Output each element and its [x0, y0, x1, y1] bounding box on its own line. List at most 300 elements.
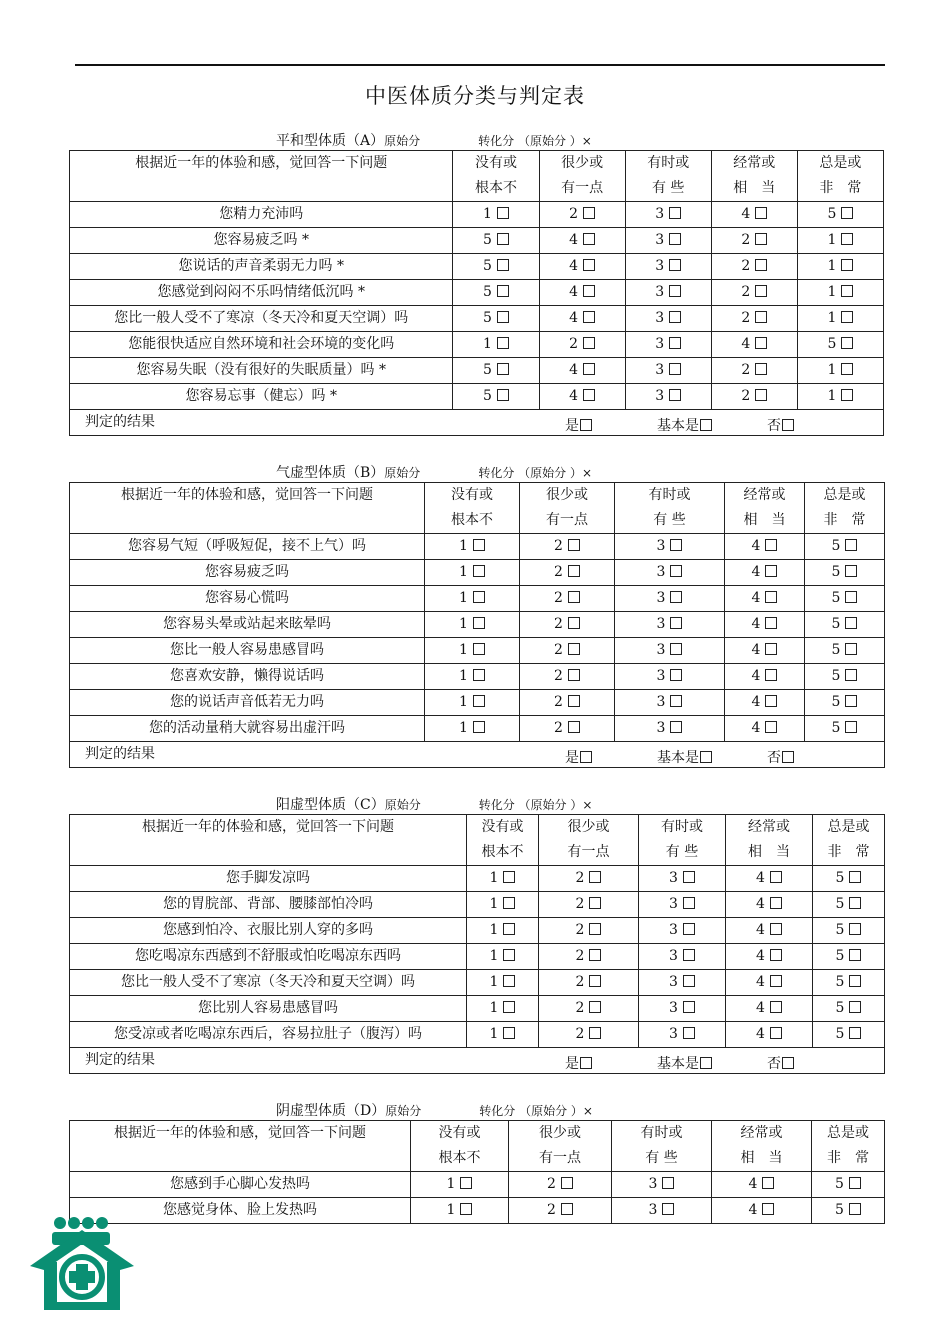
- answer-checkbox[interactable]: [568, 721, 580, 733]
- answer-checkbox[interactable]: [849, 975, 861, 987]
- answer-checkbox[interactable]: [849, 871, 861, 883]
- answer-option[interactable]: [625, 254, 711, 280]
- answer-option[interactable]: [453, 202, 539, 228]
- answer-option[interactable]: [805, 560, 885, 586]
- answer-option[interactable]: [425, 690, 520, 716]
- answer-option[interactable]: [812, 1172, 885, 1198]
- answer-checkbox[interactable]: [473, 565, 485, 577]
- answer-option[interactable]: [467, 892, 539, 918]
- answer-checkbox[interactable]: [670, 643, 682, 655]
- answer-checkbox[interactable]: [841, 337, 853, 349]
- answer-option[interactable]: [726, 996, 813, 1022]
- answer-checkbox[interactable]: [683, 923, 695, 935]
- answer-checkbox[interactable]: [568, 565, 580, 577]
- answer-header: [411, 1121, 509, 1172]
- answer-option[interactable]: [615, 612, 725, 638]
- answer-option[interactable]: [726, 866, 813, 892]
- answer-checkbox[interactable]: [460, 1203, 472, 1215]
- answer-option[interactable]: [467, 996, 539, 1022]
- answer-checkbox[interactable]: [568, 539, 580, 551]
- answer-checkbox[interactable]: [770, 897, 782, 909]
- answer-checkbox[interactable]: [568, 695, 580, 707]
- answer-option[interactable]: [797, 332, 883, 358]
- answer-option[interactable]: [725, 690, 805, 716]
- answer-option[interactable]: [805, 612, 885, 638]
- answer-checkbox[interactable]: [755, 233, 767, 245]
- answer-checkbox[interactable]: [568, 591, 580, 603]
- answer-checkbox[interactable]: [762, 1203, 774, 1215]
- result-mostly-checkbox[interactable]: [700, 419, 712, 431]
- answer-checkbox[interactable]: [669, 337, 681, 349]
- answer-option[interactable]: [726, 944, 813, 970]
- answer-checkbox[interactable]: [583, 389, 595, 401]
- answer-checkbox[interactable]: [765, 617, 777, 629]
- answer-checkbox[interactable]: [503, 1027, 515, 1039]
- answer-option[interactable]: [539, 358, 625, 384]
- answer-option[interactable]: [726, 970, 813, 996]
- answer-option[interactable]: [520, 612, 615, 638]
- answer-checkbox[interactable]: [841, 285, 853, 297]
- answer-option[interactable]: [812, 1198, 885, 1224]
- answer-option[interactable]: [797, 228, 883, 254]
- answer-option[interactable]: [453, 228, 539, 254]
- answer-checkbox[interactable]: [849, 1177, 861, 1189]
- answer-checkbox[interactable]: [497, 389, 509, 401]
- answer-checkbox[interactable]: [849, 1027, 861, 1039]
- answer-checkbox[interactable]: [845, 591, 857, 603]
- score-value: 3: [656, 694, 666, 710]
- answer-option[interactable]: [453, 254, 539, 280]
- answer-checkbox[interactable]: [841, 207, 853, 219]
- answer-checkbox[interactable]: [503, 1001, 515, 1013]
- answer-checkbox[interactable]: [683, 1027, 695, 1039]
- answer-checkbox[interactable]: [683, 1001, 695, 1013]
- answer-checkbox[interactable]: [561, 1177, 573, 1189]
- answer-option[interactable]: [711, 358, 797, 384]
- answer-checkbox[interactable]: [765, 695, 777, 707]
- answer-checkbox[interactable]: [845, 721, 857, 733]
- answer-option[interactable]: [725, 638, 805, 664]
- raw-score-label: 原始分: [384, 466, 421, 480]
- answer-checkbox[interactable]: [765, 669, 777, 681]
- result-yes-option[interactable]: [565, 1052, 592, 1074]
- answer-option[interactable]: [805, 638, 885, 664]
- score-value: 5: [483, 232, 492, 248]
- answer-option[interactable]: [813, 866, 885, 892]
- answer-option[interactable]: [520, 664, 615, 690]
- result-no-checkbox[interactable]: [782, 1057, 794, 1069]
- answer-checkbox[interactable]: [669, 363, 681, 375]
- result-yes-option[interactable]: [565, 414, 592, 436]
- question-text: 您比别人容易患感冒吗: [70, 996, 467, 1022]
- answer-checkbox[interactable]: [670, 565, 682, 577]
- question-row: [70, 306, 884, 332]
- score-value: 5: [827, 206, 837, 222]
- answer-option[interactable]: [639, 918, 726, 944]
- answer-option[interactable]: [615, 716, 725, 742]
- score-value: 1: [489, 870, 499, 886]
- answer-option[interactable]: [726, 918, 813, 944]
- answer-option[interactable]: [797, 280, 883, 306]
- answer-option[interactable]: [625, 332, 711, 358]
- result-mostly-option[interactable]: [657, 746, 712, 768]
- answer-option[interactable]: [805, 690, 885, 716]
- answer-checkbox[interactable]: [845, 669, 857, 681]
- answer-checkbox[interactable]: [662, 1177, 674, 1189]
- answer-checkbox[interactable]: [669, 259, 681, 271]
- answer-option[interactable]: [425, 638, 520, 664]
- answer-checkbox[interactable]: [503, 949, 515, 961]
- answer-checkbox[interactable]: [683, 871, 695, 883]
- answer-checkbox[interactable]: [669, 233, 681, 245]
- answer-option[interactable]: [425, 586, 520, 612]
- score-value: 4: [751, 538, 761, 554]
- answer-checkbox[interactable]: [755, 337, 767, 349]
- answer-checkbox[interactable]: [669, 285, 681, 297]
- answer-checkbox[interactable]: [770, 1001, 782, 1013]
- answer-checkbox[interactable]: [765, 643, 777, 655]
- answer-checkbox[interactable]: [849, 897, 861, 909]
- result-mostly-option[interactable]: [657, 414, 712, 436]
- answer-option[interactable]: [425, 612, 520, 638]
- answer-checkbox[interactable]: [845, 539, 857, 551]
- answer-checkbox[interactable]: [503, 923, 515, 935]
- answer-option[interactable]: [425, 560, 520, 586]
- score-value: 2: [575, 1000, 585, 1016]
- answer-header-line: 相 当: [743, 512, 786, 528]
- answer-option[interactable]: [539, 944, 639, 970]
- answer-checkbox[interactable]: [589, 1027, 601, 1039]
- answer-option[interactable]: [425, 664, 520, 690]
- answer-checkbox[interactable]: [670, 591, 682, 603]
- answer-option[interactable]: [725, 664, 805, 690]
- answer-checkbox[interactable]: [849, 949, 861, 961]
- answer-option[interactable]: [711, 202, 797, 228]
- answer-checkbox[interactable]: [841, 363, 853, 375]
- answer-option[interactable]: [539, 384, 625, 410]
- answer-option[interactable]: [467, 1022, 539, 1048]
- answer-checkbox[interactable]: [755, 207, 767, 219]
- answer-option[interactable]: [797, 384, 883, 410]
- answer-checkbox[interactable]: [841, 259, 853, 271]
- answer-option[interactable]: [425, 716, 520, 742]
- raw-score-label: 原始分: [385, 1104, 422, 1118]
- answer-option[interactable]: [539, 970, 639, 996]
- answer-checkbox[interactable]: [583, 259, 595, 271]
- score-value: 2: [741, 284, 751, 300]
- answer-checkbox[interactable]: [755, 259, 767, 271]
- result-no-option[interactable]: [767, 414, 794, 436]
- answer-checkbox[interactable]: [497, 233, 509, 245]
- answer-checkbox[interactable]: [583, 363, 595, 375]
- score-value: 2: [554, 694, 563, 710]
- answer-checkbox[interactable]: [849, 1203, 861, 1215]
- answer-option[interactable]: [805, 534, 885, 560]
- answer-checkbox[interactable]: [503, 897, 515, 909]
- answer-checkbox[interactable]: [755, 285, 767, 297]
- answer-checkbox[interactable]: [568, 617, 580, 629]
- answer-option[interactable]: [639, 892, 726, 918]
- answer-option[interactable]: [615, 534, 725, 560]
- result-mostly-checkbox[interactable]: [700, 751, 712, 763]
- answer-option[interactable]: [725, 534, 805, 560]
- answer-option[interactable]: [625, 202, 711, 228]
- answer-option[interactable]: [453, 280, 539, 306]
- answer-option[interactable]: [615, 560, 725, 586]
- result-yes-label: 是: [565, 750, 579, 766]
- answer-option[interactable]: [625, 280, 711, 306]
- answer-option[interactable]: [467, 970, 539, 996]
- answer-checkbox[interactable]: [589, 923, 601, 935]
- answer-option[interactable]: [813, 944, 885, 970]
- answer-checkbox[interactable]: [589, 871, 601, 883]
- answer-option[interactable]: [639, 1022, 726, 1048]
- answer-checkbox[interactable]: [568, 643, 580, 655]
- answer-checkbox[interactable]: [670, 695, 682, 707]
- answer-checkbox[interactable]: [503, 871, 515, 883]
- answer-checkbox[interactable]: [770, 949, 782, 961]
- question-text: 您容易疲乏吗 *: [70, 228, 453, 254]
- answer-checkbox[interactable]: [841, 233, 853, 245]
- answer-option[interactable]: [539, 228, 625, 254]
- answer-option[interactable]: [805, 664, 885, 690]
- answer-option[interactable]: [625, 358, 711, 384]
- answer-checkbox[interactable]: [583, 311, 595, 323]
- answer-checkbox[interactable]: [683, 975, 695, 987]
- score-value: 3: [655, 310, 665, 326]
- answer-checkbox[interactable]: [683, 949, 695, 961]
- answer-option[interactable]: [425, 534, 520, 560]
- answer-option[interactable]: [797, 202, 883, 228]
- answer-header-line: 没有或: [481, 819, 524, 835]
- answer-option[interactable]: [725, 586, 805, 612]
- answer-checkbox[interactable]: [765, 539, 777, 551]
- answer-option[interactable]: [625, 384, 711, 410]
- answer-checkbox[interactable]: [670, 617, 682, 629]
- answer-header-line: 根本不: [438, 1150, 481, 1166]
- answer-header-line: 有一点: [546, 512, 588, 528]
- answer-option[interactable]: [813, 918, 885, 944]
- section-caption: [276, 130, 592, 150]
- section-caption: [276, 1100, 593, 1120]
- score-value: 2: [575, 922, 585, 938]
- answer-checkbox[interactable]: [849, 1001, 861, 1013]
- answer-option[interactable]: [411, 1198, 509, 1224]
- answer-checkbox[interactable]: [583, 285, 595, 297]
- answer-checkbox[interactable]: [497, 311, 509, 323]
- answer-checkbox[interactable]: [670, 539, 682, 551]
- answer-option[interactable]: [712, 1198, 812, 1224]
- answer-option[interactable]: [539, 254, 625, 280]
- answer-option[interactable]: [520, 534, 615, 560]
- answer-checkbox[interactable]: [473, 591, 485, 603]
- answer-option[interactable]: [639, 970, 726, 996]
- answer-option[interactable]: [453, 384, 539, 410]
- answer-checkbox[interactable]: [589, 1001, 601, 1013]
- answer-checkbox[interactable]: [770, 1027, 782, 1039]
- answer-checkbox[interactable]: [662, 1203, 674, 1215]
- answer-option[interactable]: [813, 996, 885, 1022]
- score-value: 1: [489, 1000, 499, 1016]
- score-value: 3: [669, 1026, 678, 1042]
- answer-option[interactable]: [520, 690, 615, 716]
- answer-option[interactable]: [539, 332, 625, 358]
- result-yes-checkbox[interactable]: [580, 751, 592, 763]
- answer-checkbox[interactable]: [845, 695, 857, 707]
- answer-checkbox[interactable]: [589, 897, 601, 909]
- answer-checkbox[interactable]: [841, 389, 853, 401]
- result-no-option[interactable]: [767, 1052, 794, 1074]
- answer-option[interactable]: [725, 716, 805, 742]
- answer-option[interactable]: [797, 254, 883, 280]
- answer-option[interactable]: [615, 586, 725, 612]
- answer-option[interactable]: [539, 280, 625, 306]
- result-mostly-option[interactable]: [657, 1052, 712, 1074]
- answer-option[interactable]: [726, 1022, 813, 1048]
- answer-checkbox[interactable]: [683, 897, 695, 909]
- answer-checkbox[interactable]: [755, 311, 767, 323]
- answer-checkbox[interactable]: [583, 337, 595, 349]
- answer-checkbox[interactable]: [765, 565, 777, 577]
- score-value: 2: [569, 206, 579, 222]
- answer-checkbox[interactable]: [503, 975, 515, 987]
- answer-checkbox[interactable]: [561, 1203, 573, 1215]
- answer-checkbox[interactable]: [473, 669, 485, 681]
- answer-checkbox[interactable]: [497, 337, 509, 349]
- answer-checkbox[interactable]: [849, 923, 861, 935]
- answer-option[interactable]: [453, 358, 539, 384]
- answer-checkbox[interactable]: [845, 617, 857, 629]
- answer-checkbox[interactable]: [669, 311, 681, 323]
- answer-option[interactable]: [711, 228, 797, 254]
- answer-checkbox[interactable]: [755, 389, 767, 401]
- answer-option[interactable]: [639, 866, 726, 892]
- answer-option[interactable]: [712, 1172, 812, 1198]
- answer-option[interactable]: [520, 638, 615, 664]
- result-no-checkbox[interactable]: [782, 419, 794, 431]
- answer-option[interactable]: [711, 332, 797, 358]
- answer-checkbox[interactable]: [497, 207, 509, 219]
- answer-option[interactable]: [520, 560, 615, 586]
- answer-option[interactable]: [612, 1198, 712, 1224]
- answer-checkbox[interactable]: [670, 721, 682, 733]
- answer-checkbox[interactable]: [589, 975, 601, 987]
- answer-checkbox[interactable]: [765, 591, 777, 603]
- answer-checkbox[interactable]: [845, 565, 857, 577]
- answer-option[interactable]: [639, 944, 726, 970]
- question-text: 您容易疲乏吗: [70, 560, 425, 586]
- answer-option[interactable]: [625, 228, 711, 254]
- answer-option[interactable]: [813, 1022, 885, 1048]
- answer-checkbox[interactable]: [669, 389, 681, 401]
- answer-checkbox[interactable]: [583, 207, 595, 219]
- answer-header-line: 相 当: [748, 844, 790, 860]
- answer-option[interactable]: [625, 306, 711, 332]
- answer-option[interactable]: [411, 1172, 509, 1198]
- answer-option[interactable]: [813, 970, 885, 996]
- answer-checkbox[interactable]: [755, 363, 767, 375]
- result-yes-checkbox[interactable]: [580, 1057, 592, 1069]
- score-value: 2: [547, 1202, 556, 1218]
- answer-option[interactable]: [615, 690, 725, 716]
- score-value: 4: [569, 232, 579, 248]
- result-no-option[interactable]: [767, 746, 794, 768]
- answer-option[interactable]: [520, 586, 615, 612]
- result-yes-checkbox[interactable]: [580, 419, 592, 431]
- answer-option[interactable]: [725, 612, 805, 638]
- answer-option[interactable]: [639, 996, 726, 1022]
- answer-option[interactable]: [509, 1198, 612, 1224]
- score-value: 1: [827, 310, 837, 326]
- answer-checkbox[interactable]: [762, 1177, 774, 1189]
- answer-option[interactable]: [467, 866, 539, 892]
- answer-option[interactable]: [615, 664, 725, 690]
- result-no-checkbox[interactable]: [782, 751, 794, 763]
- answer-checkbox[interactable]: [497, 285, 509, 297]
- answer-checkbox[interactable]: [473, 539, 485, 551]
- answer-option[interactable]: [467, 918, 539, 944]
- answer-checkbox[interactable]: [770, 975, 782, 987]
- answer-option[interactable]: [711, 254, 797, 280]
- answer-option[interactable]: [539, 306, 625, 332]
- answer-option[interactable]: [539, 892, 639, 918]
- answer-checkbox[interactable]: [473, 721, 485, 733]
- answer-checkbox[interactable]: [670, 669, 682, 681]
- answer-option[interactable]: [813, 892, 885, 918]
- answer-option[interactable]: [539, 918, 639, 944]
- answer-option[interactable]: [615, 638, 725, 664]
- answer-checkbox[interactable]: [497, 259, 509, 271]
- result-mostly-checkbox[interactable]: [700, 1057, 712, 1069]
- answer-option[interactable]: [711, 384, 797, 410]
- answer-option[interactable]: [539, 866, 639, 892]
- answer-checkbox[interactable]: [568, 669, 580, 681]
- answer-checkbox[interactable]: [765, 721, 777, 733]
- answer-option[interactable]: [711, 306, 797, 332]
- answer-option[interactable]: [726, 892, 813, 918]
- answer-option[interactable]: [805, 586, 885, 612]
- answer-option[interactable]: [797, 358, 883, 384]
- answer-checkbox[interactable]: [583, 233, 595, 245]
- answer-checkbox[interactable]: [770, 923, 782, 935]
- answer-option[interactable]: [725, 560, 805, 586]
- answer-checkbox[interactable]: [473, 617, 485, 629]
- answer-checkbox[interactable]: [460, 1177, 472, 1189]
- answer-option[interactable]: [453, 332, 539, 358]
- answer-checkbox[interactable]: [669, 207, 681, 219]
- answer-option[interactable]: [539, 996, 639, 1022]
- answer-checkbox[interactable]: [497, 363, 509, 375]
- answer-option[interactable]: [509, 1172, 612, 1198]
- answer-option[interactable]: [805, 716, 885, 742]
- answer-option[interactable]: [539, 202, 625, 228]
- answer-checkbox[interactable]: [770, 871, 782, 883]
- answer-option[interactable]: [467, 944, 539, 970]
- result-yes-option[interactable]: [565, 746, 592, 768]
- answer-option[interactable]: [539, 1022, 639, 1048]
- answer-checkbox[interactable]: [473, 695, 485, 707]
- answer-checkbox[interactable]: [845, 643, 857, 655]
- answer-option[interactable]: [612, 1172, 712, 1198]
- answer-option[interactable]: [453, 306, 539, 332]
- answer-checkbox[interactable]: [473, 643, 485, 655]
- answer-checkbox[interactable]: [589, 949, 601, 961]
- question-row: [70, 228, 884, 254]
- answer-option[interactable]: [520, 716, 615, 742]
- answer-option[interactable]: [711, 280, 797, 306]
- answer-checkbox[interactable]: [841, 311, 853, 323]
- answer-option[interactable]: [797, 306, 883, 332]
